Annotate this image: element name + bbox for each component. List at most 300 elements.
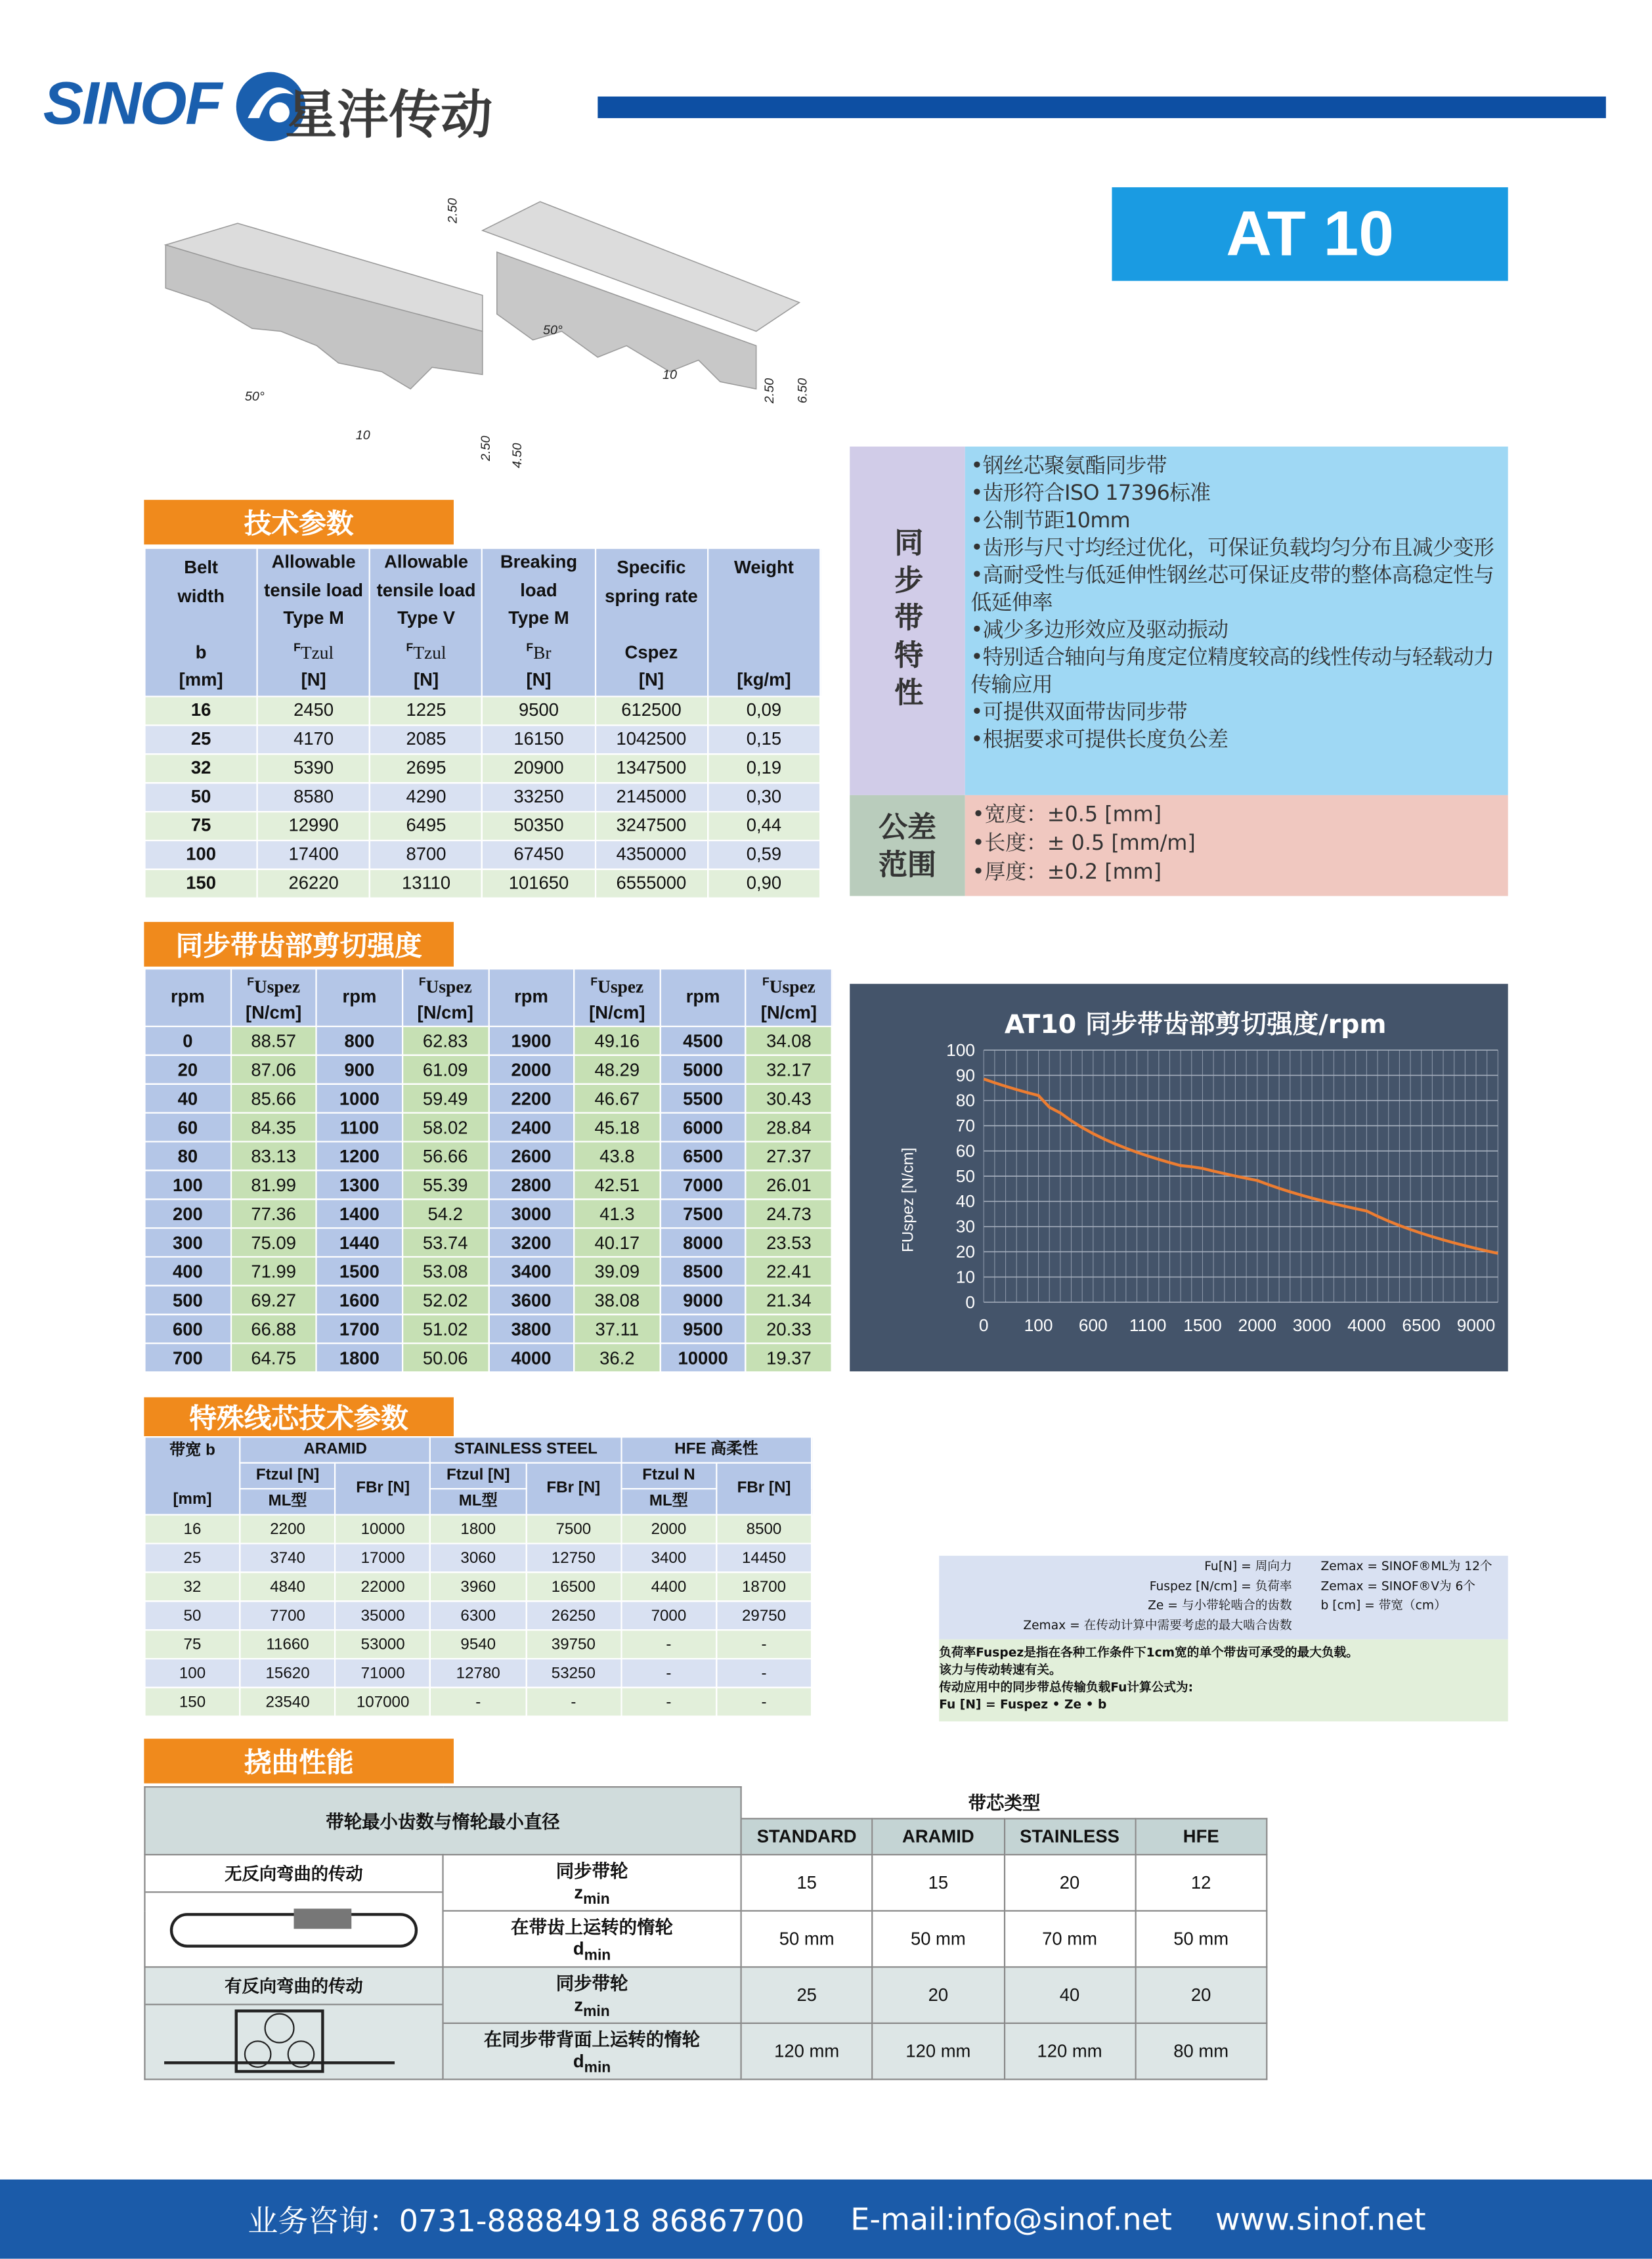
fuspez-cell: 45.18	[574, 1113, 660, 1142]
x-tick-label: 6500	[1402, 1315, 1441, 1335]
header-unit: [N/cm]	[403, 1001, 488, 1025]
x-tick-label: 0	[979, 1315, 989, 1335]
table-row	[144, 696, 820, 725]
header-line: [N]	[483, 667, 594, 695]
header-line	[483, 633, 594, 667]
header-row	[144, 548, 820, 696]
header-line: spring rate	[596, 583, 706, 611]
table-cell: 75	[144, 811, 257, 840]
table-cell: 26220	[257, 869, 370, 898]
reverse-bend-drive-icon	[146, 2005, 443, 2077]
table-cell: 16150	[483, 725, 595, 754]
header-line: b	[146, 639, 257, 667]
fuspez-cell: 40.17	[574, 1228, 660, 1257]
feature-item: •齿形与尺寸均经过优化，可保证负载均匀分布且减少变形	[970, 536, 1505, 563]
pulley-symbol: $z_{min}$	[444, 1996, 741, 2021]
table-row	[144, 1055, 831, 1084]
belt-diagram	[151, 187, 828, 475]
formula-definition: Zemax = SINOF®ML为 12个	[1321, 1558, 1492, 1578]
table-cell: 100	[144, 1659, 240, 1688]
x-tick-label: 4000	[1347, 1315, 1386, 1335]
table-cell: 1800	[431, 1515, 526, 1544]
shear-chart	[850, 984, 1508, 1371]
header-line	[575, 970, 660, 1000]
logo-text: SINOF	[43, 69, 221, 138]
table-row	[144, 1315, 831, 1344]
table-row	[144, 1026, 831, 1055]
drive-type-cell	[144, 1967, 443, 2079]
y-tick-label: 20	[956, 1242, 975, 1261]
rpm-cell: 1440	[316, 1228, 402, 1257]
table-row	[144, 1630, 812, 1659]
value-cell: 15	[873, 1854, 1004, 1911]
value-cell: 50 mm	[873, 1911, 1004, 1967]
feature-item: •减少多边形效应及驱动振动	[970, 618, 1505, 646]
table-row	[144, 1659, 812, 1688]
formula-right-column	[1321, 1558, 1492, 1617]
rpm-cell: 0	[144, 1026, 230, 1055]
rpm-cell: 10000	[660, 1344, 746, 1372]
pulley-symbol: $z_{min}$	[444, 1883, 741, 1908]
table-cell: 6555000	[595, 869, 707, 898]
header-sup: F	[247, 976, 254, 989]
table-cell: 0,44	[708, 811, 821, 840]
fuspez-cell: 85.66	[230, 1084, 316, 1113]
fuspez-cell: 19.37	[746, 1344, 832, 1372]
section-title-bending: 挠曲性能	[144, 1739, 454, 1784]
table-cell: 1225	[370, 696, 482, 725]
table-cell: 100	[144, 840, 257, 869]
table-cell: 3060	[431, 1543, 526, 1572]
table-cell: 101650	[483, 869, 595, 898]
rpm-cell: 3600	[489, 1286, 575, 1315]
pulley-symbol: $d_{min}$	[444, 2051, 741, 2076]
header-line: [mm]	[146, 1488, 240, 1512]
column-header-rpm: rpm	[660, 969, 746, 1026]
dim-label: 10	[663, 368, 677, 382]
dim-label: 50°	[543, 323, 563, 338]
fuspez-cell: 77.36	[230, 1199, 316, 1228]
fuspez-cell: 51.02	[402, 1315, 489, 1344]
formula-definition: b [cm] = 带宽（cm）	[1321, 1598, 1492, 1617]
header-line	[146, 1464, 240, 1488]
table-cell: 7500	[526, 1515, 621, 1544]
table-cell: 10000	[336, 1515, 431, 1544]
drive-type-label: 无反向弯曲的传动	[146, 1855, 443, 1893]
shear-strength-table	[144, 968, 833, 1372]
pulley-type-cell	[443, 1854, 741, 1911]
fuspez-cell: 37.11	[574, 1315, 660, 1344]
fuspez-cell: 55.39	[402, 1170, 489, 1199]
column-header-rpm: rpm	[489, 969, 575, 1026]
table-cell: 25	[144, 725, 257, 754]
table-cell: 4400	[621, 1572, 716, 1601]
header-line	[370, 633, 481, 667]
fuspez-cell: 81.99	[230, 1170, 316, 1199]
table-cell: 50	[144, 782, 257, 811]
table-cell: 53250	[526, 1659, 621, 1688]
column-header-fuspez	[574, 969, 660, 1026]
column-header-width	[144, 1437, 240, 1514]
x-tick-label: 9000	[1457, 1315, 1496, 1335]
formula-box	[939, 1556, 1508, 1721]
fuspez-cell: 28.84	[746, 1113, 832, 1142]
fuspez-cell: 66.88	[230, 1315, 316, 1344]
table-cell: 0,19	[708, 754, 821, 783]
table-cell: 4840	[240, 1572, 336, 1601]
feature-item: •根据要求可提供长度负公差	[970, 728, 1505, 755]
table-cell: 8500	[716, 1515, 812, 1544]
column-header	[257, 548, 370, 696]
column-header-fbr: FBr [N]	[526, 1463, 621, 1515]
rpm-cell: 5500	[660, 1084, 746, 1113]
core-column-header: HFE	[1135, 1818, 1267, 1854]
table-cell: 9540	[431, 1630, 526, 1659]
footer-bar	[0, 2180, 1652, 2259]
table-row	[144, 725, 820, 754]
fuspez-cell: 39.09	[574, 1257, 660, 1286]
rpm-cell: 300	[144, 1228, 230, 1257]
header-line	[708, 583, 819, 611]
formula-definition: Zemax = SINOF®V为 6个	[1321, 1578, 1492, 1598]
y-tick-label: 90	[956, 1065, 975, 1085]
value-cell: 50 mm	[1135, 1911, 1267, 1967]
table-cell: 6495	[370, 811, 482, 840]
table-cell: 612500	[595, 696, 707, 725]
fuspez-cell: 41.3	[574, 1199, 660, 1228]
value-cell: 20	[1135, 1967, 1267, 2023]
header-line: Allowable	[258, 549, 369, 577]
fuspez-cell: 32.17	[746, 1055, 832, 1084]
y-tick-label: 0	[965, 1292, 975, 1312]
pulley-type-label: 同步带轮	[444, 1969, 741, 1995]
rpm-cell: 1900	[489, 1026, 575, 1055]
table-cell: 14450	[716, 1543, 812, 1572]
column-header-ml: ML型	[240, 1489, 336, 1514]
value-cell: 120 mm	[1004, 2023, 1135, 2080]
header-sup: F	[419, 976, 426, 989]
value-cell: 50 mm	[741, 1911, 873, 1967]
rpm-cell: 40	[144, 1084, 230, 1113]
header-sub: Tzul	[301, 642, 334, 663]
rpm-cell: 9500	[660, 1315, 746, 1344]
column-header	[708, 548, 821, 696]
value-cell: 20	[1004, 1854, 1135, 1911]
dim-label: 50°	[245, 389, 265, 404]
chart-svg	[850, 984, 1508, 1371]
table-cell: 107000	[336, 1688, 431, 1717]
pulley-type-label: 同步带轮	[444, 1857, 741, 1883]
header-line: Specific	[596, 555, 706, 583]
table-cell: 39750	[526, 1630, 621, 1659]
pulley-symbol-sub: min	[584, 1948, 611, 1964]
section-title-tech: 技术参数	[144, 500, 454, 544]
pulley-symbol-sub: min	[584, 2061, 611, 2076]
core-column-header: STAINLESS	[1004, 1818, 1135, 1854]
footer-email[interactable]: E-mail:info@sinof.net	[850, 2202, 1172, 2237]
column-header	[370, 548, 482, 696]
rpm-cell: 1600	[316, 1286, 402, 1315]
fuspez-cell: 22.41	[746, 1257, 832, 1286]
table-cell: 18700	[716, 1572, 812, 1601]
table-cell: 0,59	[708, 840, 821, 869]
drive-type-label: 有反向弯曲的传动	[146, 1967, 443, 2005]
x-tick-label: 1500	[1183, 1315, 1222, 1335]
core-type-header: 带芯类型	[741, 1787, 1267, 1818]
fuspez-cell: 26.01	[746, 1170, 832, 1199]
no-reverse-bend-drive-icon	[146, 1893, 443, 1965]
table-row	[144, 1543, 812, 1572]
table-cell: 3247500	[595, 811, 707, 840]
header-sub: Uspez	[254, 978, 300, 998]
table-cell: 1042500	[595, 725, 707, 754]
rpm-cell: 1400	[316, 1199, 402, 1228]
header-sup: F	[590, 976, 598, 989]
rpm-cell: 500	[144, 1286, 230, 1315]
table-cell: 2450	[257, 696, 370, 725]
table-cell: 12780	[431, 1659, 526, 1688]
header-line: Type M	[483, 605, 594, 633]
table-cell: 35000	[336, 1601, 431, 1630]
rpm-cell: 2000	[489, 1055, 575, 1084]
table-cell: 0,09	[708, 696, 821, 725]
rpm-cell: 1100	[316, 1113, 402, 1142]
header-line: Allowable	[370, 549, 481, 577]
column-header-ftzul: Ftzul [N]	[240, 1463, 336, 1489]
table-row	[144, 869, 820, 898]
footer-website[interactable]: www.sinof.net	[1215, 2202, 1426, 2237]
section-title-shear: 同步带齿部剪切强度	[144, 922, 454, 967]
rpm-cell: 3200	[489, 1228, 575, 1257]
header-line	[708, 639, 819, 667]
table-cell: 3740	[240, 1543, 336, 1572]
fuspez-cell: 88.57	[230, 1026, 316, 1055]
table-cell: 32	[144, 754, 257, 783]
table-cell: 67450	[483, 840, 595, 869]
table-cell: 25	[144, 1543, 240, 1572]
header-line: Type M	[258, 605, 369, 633]
rpm-cell: 6000	[660, 1113, 746, 1142]
formula-note: 传动应用中的同步带总传输负载Fu计算公式为:	[939, 1680, 1508, 1697]
fuspez-cell: 50.06	[402, 1344, 489, 1372]
header-line: [N]	[258, 667, 369, 695]
rpm-cell: 2400	[489, 1113, 575, 1142]
table-cell: 71000	[336, 1659, 431, 1688]
table-row	[144, 1170, 831, 1199]
table-cell: 17000	[336, 1543, 431, 1572]
dim-label: 2.50	[762, 378, 777, 404]
fuspez-cell: 42.51	[574, 1170, 660, 1199]
feature-item: •钢丝芯聚氨酯同步带	[970, 454, 1505, 481]
column-header-ftzul: Ftzul N	[621, 1463, 716, 1489]
table-cell: -	[526, 1688, 621, 1717]
table-row	[144, 1141, 831, 1170]
header-line: [N]	[370, 667, 481, 695]
fuspez-cell: 62.83	[402, 1026, 489, 1055]
table-row	[144, 1344, 831, 1372]
rpm-cell: 1500	[316, 1257, 402, 1286]
header-row	[144, 1437, 812, 1462]
table-cell: 4170	[257, 725, 370, 754]
value-cell: 120 mm	[741, 2023, 873, 2080]
fuspez-cell: 43.8	[574, 1141, 660, 1170]
rpm-cell: 9000	[660, 1286, 746, 1315]
y-axis-label: FUspez [N/cm]	[900, 1148, 917, 1252]
header-line	[258, 633, 369, 667]
header-bar	[598, 97, 1606, 118]
feature-item: •可提供双面带齿同步带	[970, 700, 1505, 728]
fuspez-cell: 30.43	[746, 1084, 832, 1113]
value-cell: 70 mm	[1004, 1911, 1135, 1967]
header-sub: Uspez	[426, 978, 472, 998]
header-line	[596, 611, 706, 639]
x-tick-label: 600	[1079, 1315, 1108, 1335]
table-cell: 7700	[240, 1601, 336, 1630]
table-cell: 32	[144, 1572, 240, 1601]
header-row	[144, 1787, 1267, 1818]
fuspez-cell: 53.08	[402, 1257, 489, 1286]
column-header-fuspez	[230, 969, 316, 1026]
fuspez-cell: 69.27	[230, 1286, 316, 1315]
column-header	[595, 548, 707, 696]
table-row	[144, 754, 820, 783]
table-cell: 4290	[370, 782, 482, 811]
feature-item: •齿形符合ISO 17396标准	[970, 481, 1505, 509]
rpm-cell: 100	[144, 1170, 230, 1199]
header-line: [mm]	[146, 667, 257, 695]
fuspez-cell: 21.34	[746, 1286, 832, 1315]
header-unit: [N/cm]	[747, 1001, 831, 1025]
bending-header: 带轮最小齿数与惰轮最小直径	[144, 1787, 741, 1854]
rpm-cell: 3000	[489, 1199, 575, 1228]
x-tick-label: 1100	[1129, 1315, 1167, 1335]
table-cell: 0,15	[708, 725, 821, 754]
header-line: Cspez	[596, 639, 706, 667]
y-tick-label: 10	[956, 1267, 975, 1286]
header-row	[144, 969, 831, 1026]
features-list	[965, 447, 1508, 795]
rpm-cell: 700	[144, 1344, 230, 1372]
pulley-type-label: 在带齿上运转的惰轮	[444, 1914, 741, 1939]
table-cell: 26250	[526, 1601, 621, 1630]
header-line: Belt	[146, 555, 257, 583]
table-cell: 33250	[483, 782, 595, 811]
table-cell: 150	[144, 1688, 240, 1717]
table-cell: 15620	[240, 1659, 336, 1688]
table-row	[144, 1286, 831, 1315]
header-sup: F	[406, 640, 414, 653]
rpm-cell: 900	[316, 1055, 402, 1084]
table-cell: 50	[144, 1601, 240, 1630]
y-tick-label: 60	[956, 1141, 975, 1160]
tolerance-item: •厚度：±0.2 [mm]	[972, 859, 1502, 888]
fuspez-cell: 71.99	[230, 1257, 316, 1286]
column-header-ftzul: Ftzul [N]	[431, 1463, 526, 1489]
group-header: STAINLESS STEEL	[431, 1437, 621, 1462]
tech-params-table	[144, 548, 821, 898]
core-column-header: STANDARD	[741, 1818, 873, 1854]
column-header-rpm: rpm	[316, 969, 402, 1026]
table-cell: 3960	[431, 1572, 526, 1601]
table-cell: -	[621, 1630, 716, 1659]
features-panel	[850, 447, 1508, 896]
table-cell: 20900	[483, 754, 595, 783]
column-header	[483, 548, 595, 696]
header-line: [kg/m]	[708, 667, 819, 695]
rpm-cell: 60	[144, 1113, 230, 1142]
table-cell: 3400	[621, 1543, 716, 1572]
table-row	[144, 1688, 812, 1717]
fuspez-cell: 87.06	[230, 1055, 316, 1084]
rpm-cell: 5000	[660, 1055, 746, 1084]
header-unit: [N/cm]	[575, 1001, 660, 1025]
table-row	[144, 840, 820, 869]
header-sub: Tzul	[413, 642, 446, 663]
pulley-type-cell	[443, 2023, 741, 2080]
header-line: [N]	[596, 667, 706, 695]
fuspez-cell: 20.33	[746, 1315, 832, 1344]
column-header-ml: ML型	[621, 1489, 716, 1514]
bending-table	[144, 1786, 1267, 2080]
table-row	[144, 1199, 831, 1228]
rpm-cell: 3400	[489, 1257, 575, 1286]
logo-chinese: 星沣传动	[285, 75, 492, 148]
header-line: Type V	[370, 605, 481, 633]
table-cell: 13110	[370, 869, 482, 898]
header-line: tensile load	[258, 577, 369, 605]
y-tick-label: 40	[956, 1191, 975, 1211]
table-cell: 2200	[240, 1515, 336, 1544]
table-cell: 0,90	[708, 869, 821, 898]
table-cell: 75	[144, 1630, 240, 1659]
value-cell: 120 mm	[873, 2023, 1004, 2080]
column-header-fbr: FBr [N]	[716, 1463, 812, 1515]
fuspez-cell: 54.2	[402, 1199, 489, 1228]
column-header-ml: ML型	[431, 1489, 526, 1514]
table-cell: -	[431, 1688, 526, 1717]
fuspez-cell: 61.09	[402, 1055, 489, 1084]
rpm-cell: 3800	[489, 1315, 575, 1344]
fuspez-cell: 64.75	[230, 1344, 316, 1372]
rpm-cell: 4000	[489, 1344, 575, 1372]
rpm-cell: 7500	[660, 1199, 746, 1228]
header-line: Breaking	[483, 549, 594, 577]
footer-phone: 业务咨询：0731-88884918 86867700	[248, 2197, 804, 2241]
table-cell: 2000	[621, 1515, 716, 1544]
table-cell: 22000	[336, 1572, 431, 1601]
value-cell: 15	[741, 1854, 873, 1911]
header-line: tensile load	[370, 577, 481, 605]
header-line	[708, 611, 819, 639]
table-cell: 9500	[483, 696, 595, 725]
value-cell: 80 mm	[1135, 2023, 1267, 2080]
section-title-special: 特殊线芯技术参数	[144, 1397, 454, 1436]
formula-definition: Fuspez [N/cm] = 负荷率	[939, 1578, 1292, 1598]
dim-label: 2.50	[445, 198, 460, 224]
y-tick-label: 100	[946, 1040, 975, 1060]
rpm-cell: 4500	[660, 1026, 746, 1055]
feature-item: •高耐受性与低延伸性钢丝芯可保证皮带的整体高稳定性与低延伸率	[970, 563, 1505, 618]
table-cell: 53000	[336, 1630, 431, 1659]
formula-notes	[939, 1639, 1508, 1721]
rpm-cell: 1300	[316, 1170, 402, 1199]
table-cell: 29750	[716, 1601, 812, 1630]
table-row	[144, 1515, 812, 1544]
fuspez-cell: 59.49	[402, 1084, 489, 1113]
feature-item: •特别适合轴向与角度定位精度较高的线性传动与轻载动力传输应用	[970, 646, 1505, 700]
fuspez-cell: 83.13	[230, 1141, 316, 1170]
column-header-rpm: rpm	[144, 969, 230, 1026]
